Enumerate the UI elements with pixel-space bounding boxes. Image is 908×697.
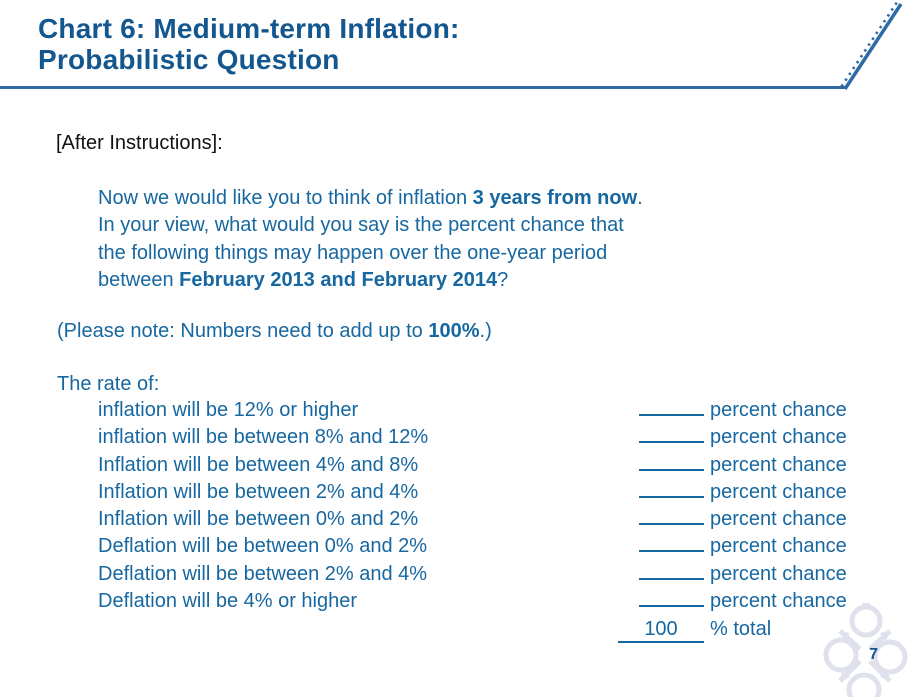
question-line-3: the following things may happen over the one-year period (98, 241, 608, 264)
total-value: 100 (618, 617, 704, 643)
list-item (98, 590, 865, 617)
item-label: inflation will be between 8% and 12% (98, 426, 429, 449)
list-item (98, 563, 865, 590)
answer-blank (639, 563, 704, 580)
total-label: % total (710, 618, 772, 641)
title-line-1: Chart 6: Medium-term Inflation: (38, 13, 460, 44)
question-paragraph (98, 185, 643, 295)
after-instructions-label: [After Instructions]: (56, 132, 223, 154)
answer-blank (639, 481, 704, 498)
percent-chance-label: percent chance (710, 590, 847, 613)
list-item (98, 508, 865, 535)
compass-rose-emblem-icon (816, 593, 908, 697)
item-label: Inflation will be between 4% and 8% (98, 453, 419, 476)
title-line-2: Probabilistic Question (38, 44, 340, 75)
question-line-2: In your view, what would you say is the percent chance that (98, 214, 624, 237)
list-item (98, 535, 865, 562)
slide-title (38, 13, 460, 75)
rate-of-label: The rate of: (57, 373, 160, 395)
percent-chance-label: percent chance (710, 480, 847, 503)
list-item (98, 426, 865, 453)
answer-blank (639, 508, 704, 525)
item-label: Deflation will be 4% or higher (98, 590, 358, 613)
page-number: 7 (869, 646, 878, 663)
item-label: Deflation will be between 2% and 4% (98, 562, 428, 585)
note-line: (Please note: Numbers need to add up to 100%.) (57, 320, 492, 342)
list-item (98, 454, 865, 481)
item-label: Inflation will be between 0% and 2% (98, 508, 419, 531)
question-line-1: Now we would like you to think of inflation 3 years from now. (98, 187, 643, 209)
probability-list (98, 399, 865, 645)
header-rule (0, 86, 847, 89)
hatched-diagonal-line-icon (838, 0, 908, 92)
answer-blank (639, 426, 704, 443)
percent-chance-label: percent chance (710, 426, 847, 449)
percent-chance-label: percent chance (710, 562, 847, 585)
question-line-4: between February 2013 and February 2014? (98, 269, 509, 292)
list-item (98, 399, 865, 426)
answer-blank (639, 535, 704, 552)
percent-chance-label: percent chance (710, 535, 847, 558)
percent-chance-label: percent chance (710, 399, 847, 421)
item-label: inflation will be 12% or higher (98, 399, 359, 421)
answer-blank (639, 454, 704, 471)
percent-chance-label: percent chance (710, 508, 847, 531)
percent-chance-label: percent chance (710, 453, 847, 476)
answer-blank (639, 399, 704, 416)
item-label: Deflation will be between 0% and 2% (98, 535, 428, 558)
answer-blank (639, 590, 704, 607)
list-item (98, 481, 865, 508)
item-label: Inflation will be between 2% and 4% (98, 480, 419, 503)
total-row (98, 617, 865, 644)
